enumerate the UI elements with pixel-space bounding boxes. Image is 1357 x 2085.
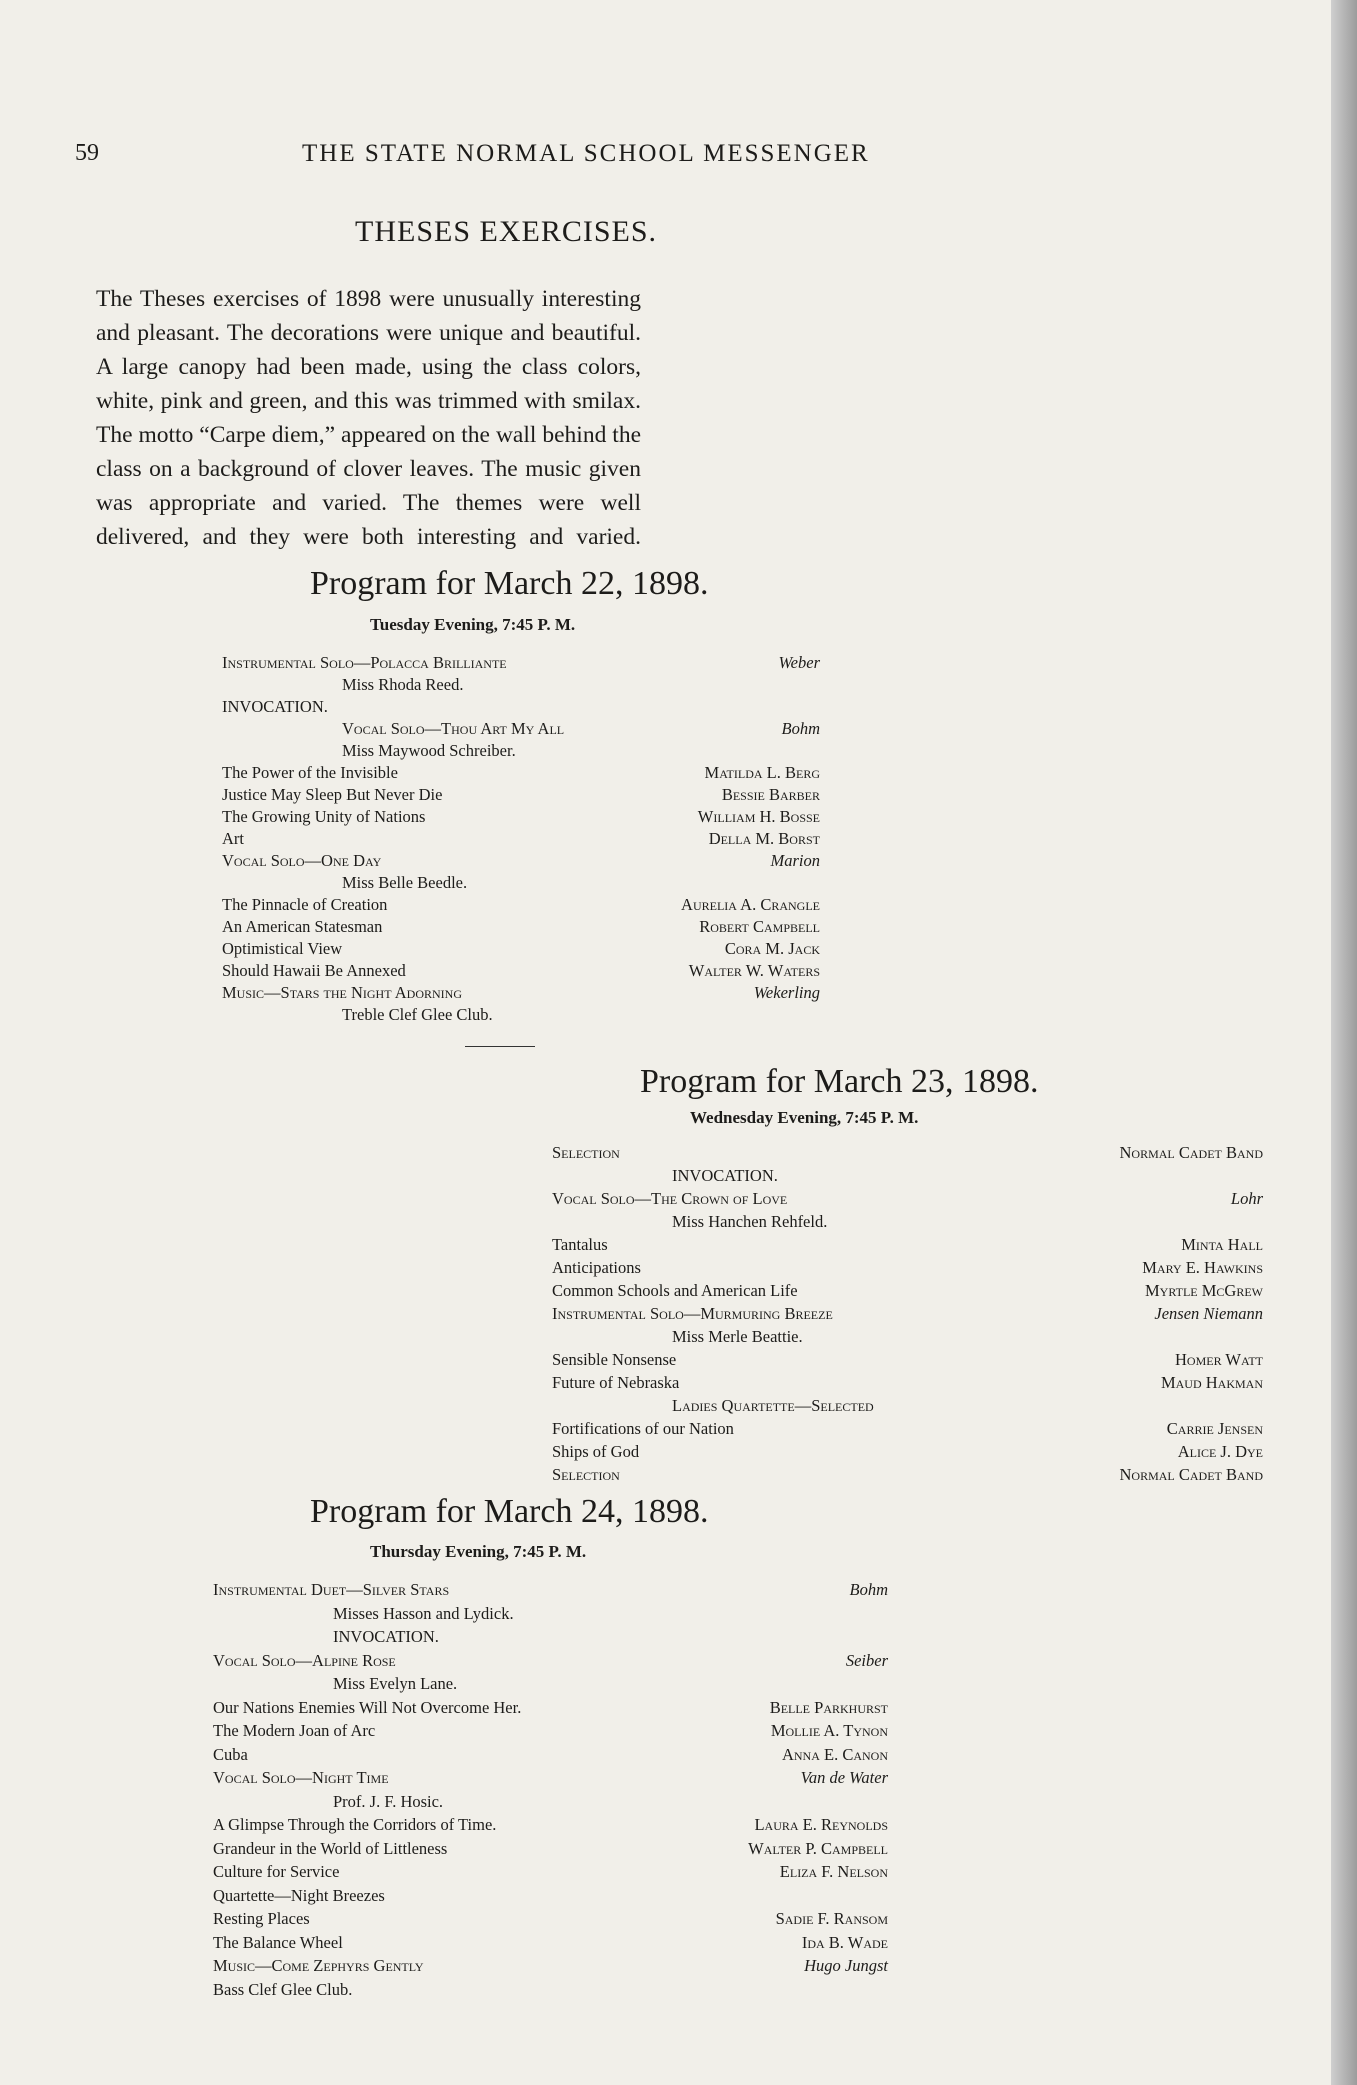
program-item: Optimistical View [222, 939, 343, 958]
composer: Seiber [845, 1650, 888, 1670]
program-subline: Miss Evelyn Lane. [333, 1674, 458, 1693]
program-time: Wednesday Evening, 7:45 P. M. [690, 1108, 919, 1127]
composer: Lohr [1230, 1189, 1263, 1208]
program-item: The Pinnacle of Creation [222, 895, 388, 914]
program-title: Program for March 22, 1898. [310, 565, 709, 602]
composer: Bohm [781, 719, 820, 738]
program-item: Vocal Solo—The Crown of Love [552, 1189, 788, 1208]
program-subline: Miss Hanchen Rehfeld. [672, 1212, 828, 1231]
program-item: The Modern Joan of Arc [213, 1721, 376, 1740]
performer: Normal Cadet Band [1119, 1143, 1263, 1162]
program-item: Ships of God [552, 1442, 640, 1461]
program-subline: Vocal Solo—Thou Art My All [342, 719, 565, 738]
program-item: Art [222, 829, 244, 848]
program-item: The Growing Unity of Nations [222, 807, 426, 826]
program-item: Grandeur in the World of Littleness [213, 1838, 448, 1858]
program-item: Selection [552, 1465, 620, 1484]
program-item: Future of Nebraska [552, 1373, 680, 1392]
program-item: Resting Places [213, 1909, 310, 1928]
program-item: Vocal Solo—One Day [222, 851, 382, 870]
performer: Walter P. Campbell [748, 1838, 888, 1858]
program-item: An American Statesman [222, 917, 383, 936]
composer: Van de Water [800, 1768, 888, 1787]
program-item: Cuba [213, 1744, 248, 1764]
performer: Mary E. Hawkins [1142, 1258, 1263, 1277]
composer: Jensen Niemann [1154, 1304, 1263, 1323]
composer: Marion [770, 851, 820, 870]
performer: Maud Hakman [1160, 1373, 1263, 1392]
program-subline: Misses Hasson and Lydick. [333, 1603, 514, 1623]
performer: Della M. Borst [708, 829, 820, 848]
program-item: Culture for Service [213, 1862, 340, 1881]
performer: Sadie F. Ransom [775, 1909, 888, 1928]
program-subline: Miss Rhoda Reed. [342, 675, 464, 694]
program-subline: Miss Belle Beedle. [342, 873, 468, 892]
running-title: THE STATE NORMAL SCHOOL MESSENGER [302, 140, 870, 167]
performer: Alice J. Dye [1177, 1442, 1263, 1461]
program-subline: Treble Clef Glee Club. [342, 1005, 493, 1024]
performer: Robert Campbell [699, 917, 820, 936]
performer: Minta Hall [1181, 1235, 1263, 1254]
program-title: Program for March 24, 1898. [310, 1493, 709, 1530]
program-item: Vocal Solo—Night Time [213, 1768, 389, 1787]
performer: Mollie A. Tynon [770, 1721, 888, 1740]
performer: Normal Cadet Band [1119, 1465, 1263, 1484]
article-body-text: The Theses exercises of 1898 were unusually interesting and pleasant. The decorations were unique and beautiful. A large canopy had been made, using the class colors, white, pink and green, and this was trimmed with smilax. The motto “Carpe diem,” appeared on the wall behind the class on a background of clover leaves. The music given was appropriate and varied. The themes were well delivered, and they were both interesting and varied. [96, 286, 641, 550]
composer: Wekerling [753, 983, 820, 1002]
program-subline: Miss Maywood Schreiber. [342, 741, 516, 760]
program-item: A Glimpse Through the Corridors of Time. [213, 1815, 497, 1834]
program-item: Justice May Sleep But Never Die [222, 785, 443, 804]
performer: Laura E. Reynolds [754, 1815, 888, 1834]
performer: William H. Bosse [697, 807, 820, 826]
program-subline: Miss Merle Beattie. [672, 1327, 803, 1346]
performer: Matilda L. Berg [704, 763, 820, 782]
performer: Homer Watt [1175, 1350, 1263, 1369]
performer: Ida B. Wade [801, 1932, 888, 1952]
program-item: Music—Come Zephyrs Gently [213, 1956, 424, 1975]
performer: Belle Parkhurst [769, 1697, 888, 1717]
program-subline: INVOCATION. [333, 1627, 439, 1646]
performer: Carrie Jensen [1166, 1419, 1263, 1438]
program-item: Tantalus [552, 1235, 608, 1254]
program-item: Instrumental Solo—Murmuring Breeze [552, 1304, 833, 1323]
program-item: Instrumental Duet—Silver Stars [213, 1580, 450, 1599]
composer: Hugo Jungst [804, 1956, 888, 1975]
program-item: Sensible Nonsense [552, 1350, 677, 1369]
program-subline: Ladies Quartette—Selected [672, 1396, 874, 1415]
performer: Walter W. Waters [688, 961, 820, 980]
performer: Cora M. Jack [724, 939, 820, 958]
composer: Weber [778, 653, 820, 672]
performer: Bessie Barber [721, 785, 820, 804]
performer: Myrtle McGrew [1145, 1281, 1263, 1300]
performer: Anna E. Canon [781, 1744, 888, 1764]
article-title: THESES EXERCISES. [355, 215, 658, 248]
program-item: Anticipations [552, 1258, 641, 1277]
program-item: Our Nations Enemies Will Not Overcome Her. [213, 1697, 522, 1717]
divider [465, 1046, 535, 1047]
program-item: Should Hawaii Be Annexed [222, 961, 406, 980]
program-item: Common Schools and American Life [552, 1281, 798, 1300]
program-time: Thursday Evening, 7:45 P. M. [370, 1542, 587, 1561]
program-title: Program for March 23, 1898. [640, 1063, 1039, 1100]
program-subline: Prof. J. F. Hosic. [333, 1791, 444, 1811]
program-item: Music—Stars the Night Adorning [222, 983, 463, 1002]
page-edge-shadow [1331, 0, 1357, 2085]
program-item: Vocal Solo—Alpine Rose [213, 1650, 396, 1670]
program-item: The Balance Wheel [213, 1932, 343, 1952]
program-subline: INVOCATION. [672, 1166, 778, 1185]
program-time: Tuesday Evening, 7:45 P. M. [370, 615, 576, 634]
performer: Eliza F. Nelson [779, 1862, 888, 1881]
program-item: Bass Clef Glee Club. [213, 1979, 353, 1999]
program-item: Fortifications of our Nation [552, 1419, 734, 1438]
page-number: 59 [75, 140, 99, 166]
performer: Aurelia A. Crangle [681, 895, 820, 914]
program-item: Selection [552, 1143, 620, 1162]
program-item: INVOCATION. [222, 697, 328, 716]
program-item: The Power of the Invisible [222, 763, 398, 782]
composer: Bohm [849, 1580, 888, 1599]
program-item: Quartette—Night Breezes [213, 1885, 385, 1905]
article-body-left [96, 282, 641, 554]
program-item: Instrumental Solo—Polacca Brilliante [222, 653, 507, 672]
